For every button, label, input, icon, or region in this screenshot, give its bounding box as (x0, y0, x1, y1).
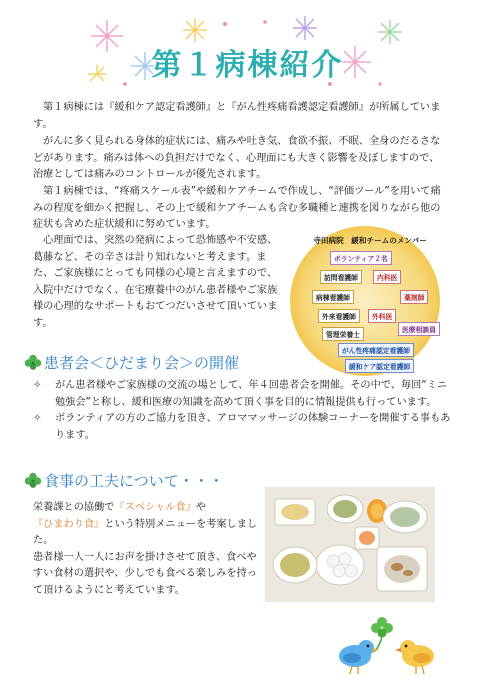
chip-pain-nurse: がん性疼痛認定看護師 (338, 343, 414, 357)
chip-ward-nurse: 病棟看護師 (312, 290, 354, 304)
section-heading-meals (24, 470, 224, 491)
intro-paragraph-4: 心理面では、突然の発病によって恐怖感や不安感、葛藤など、その辛さは計り知れないと考えます。また、ご家族様にとっても同様の心境と言えますので、入院中だけでなく、在宅療養中のがん患者様やご家族様の心理的なサポートもおてつだいさせて頂いています。 (33, 235, 278, 329)
bullet-text: がん患者様やご家族様の交流の場として、年４回患者会を開催。その中で、毎回“ミニ勉強会”と称し、緩和医療の知識を高めて頂く事を目的に情報提供も行っています。 (55, 380, 447, 408)
list-item (33, 378, 453, 411)
intro-paragraph-1: 第１病棟には『緩和ケア認定看護師』と『がん性疼痛看護認定看護師』が所属しています。 (33, 102, 441, 130)
intro-paragraph-3: 第１病棟では、“疼痛スケール表”や緩和ケアチームで作成し、“評価ツール”を用いて痛みの程度を細かく把握し、その上で緩和ケアチームも含む多職種と連携を図りながら他の症状も含めた症状緩和に努めています。 (33, 186, 441, 231)
birds-illustration (330, 608, 450, 678)
meals-paragraph: 栄養課との協働で『スペシャル食』や 『ひまわり食』という特別メニューを考案しました。 患者様一人一人にお声を掛けさせて頂き、食べやすい食材の選択や、少しでも食べる楽しみを持って頂けるようにと考えています。 (33, 502, 258, 596)
chip-volunteer: ボランティア２名 (330, 251, 392, 265)
section-heading-text: 食事の工夫について・・・ (44, 472, 224, 490)
himawari-meal-name: 『ひまわり食』 (33, 518, 105, 530)
blue-bird-icon (339, 640, 379, 674)
clover-icon (24, 472, 42, 490)
chip-internal-med: 内科医 (373, 270, 401, 284)
meal-photo (265, 487, 435, 602)
clover-icon (24, 354, 42, 372)
clover-icon (371, 617, 393, 652)
chip-nutritionist: 管理栄養士 (322, 327, 364, 341)
section-heading-text: 患者会＜ひだまり会＞の開催 (44, 354, 240, 372)
special-meal-name: 『スペシャル食』 (114, 502, 196, 513)
page-title: 第１病棟紹介 (151, 48, 344, 83)
list-item (33, 411, 453, 444)
bullet-text: ボランティアの方のご協力を頂き、アロママッサージの体験コーナーを開催する事もあります。 (55, 413, 451, 441)
chip-outpatient-nurse: 外来看護師 (318, 309, 360, 323)
yellow-bird-icon (395, 640, 434, 674)
chip-palliative-nurse: 緩和ケア認定看護師 (345, 359, 414, 373)
chip-surgeon: 外科医 (368, 309, 396, 323)
chip-pharmacist: 薬剤師 (400, 290, 428, 304)
title-banner (85, 14, 410, 92)
intro-paragraph-2: がんに多く見られる身体的症状には、痛みや吐き気、食欲不振、不眠、全身のだるさなどがあります。痛みは体への負担だけでなく、心理面にも大きく影響を及ぼしますので、治療としては痛みのコントロールが優先されます。 (33, 136, 441, 181)
sparkle-bullet-icon: ✧ (33, 380, 42, 391)
chip-medical-clerk: 医療相談員 (398, 322, 440, 336)
chip-visiting-nurse: 訪問看護師 (320, 270, 362, 284)
section-heading-patients (24, 352, 239, 373)
sparkle-bullet-icon: ✧ (33, 413, 42, 425)
patients-bullet-list (33, 378, 453, 444)
team-chart-title: 寺田病院 緩和チームのメンバー (313, 236, 427, 245)
